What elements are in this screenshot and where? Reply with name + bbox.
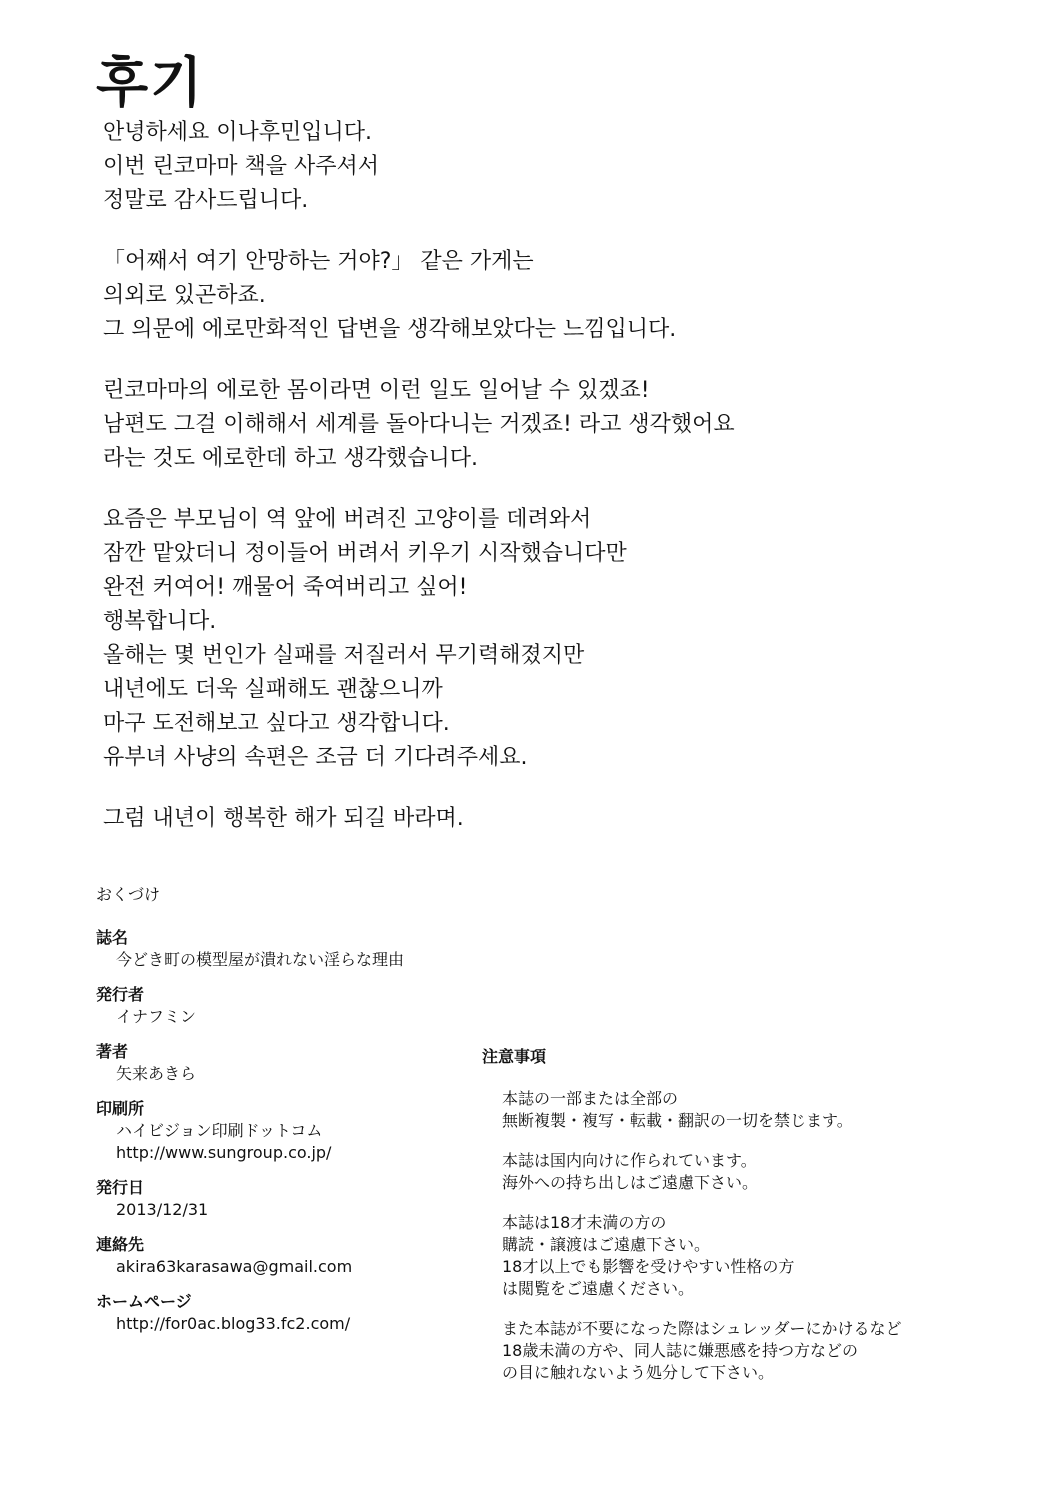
notice-line: 無断複製・複写・転載・翻訳の一切を禁じます。: [502, 1111, 853, 1130]
afterword-line: 내년에도 더욱 실패해도 괜찮으니까: [103, 677, 443, 702]
afterword-paragraph: [103, 802, 1003, 836]
afterword-paragraph: [103, 245, 1003, 347]
afterword-line: 의외로 있곤하죠.: [103, 283, 266, 308]
afterword-line: 그럼 내년이 행복한 해가 되길 바라며.: [103, 806, 464, 831]
afterword-paragraph: [103, 116, 1003, 218]
notice-line: また本誌が不要になった際はシュレッダーにかけるなど: [502, 1319, 902, 1338]
colophon-entry: [96, 1041, 476, 1085]
colophon-label: ホームページ: [96, 1292, 192, 1311]
afterword-body: [103, 116, 1003, 863]
colophon-entry: [96, 927, 476, 971]
afterword-line: 안녕하세요 이나후민입니다.: [103, 120, 373, 145]
afterword-line: 「어째서 여기 안망하는 거야?」 같은 가게는: [103, 249, 534, 274]
colophon-value: ハイビジョン印刷ドットコム: [116, 1121, 323, 1140]
colophon: [96, 884, 476, 1348]
afterword-paragraph: [103, 503, 1003, 775]
colophon-value: 矢来あきら: [116, 1064, 197, 1083]
notice-section: [482, 1046, 1002, 1402]
notice-line: 本誌は18才未満の方の: [502, 1213, 667, 1232]
afterword-line: 이번 린코마마 책을 사주셔서: [103, 154, 380, 179]
colophon-value: http://www.sungroup.co.jp/: [116, 1143, 332, 1162]
colophon-value: akira63karasawa@gmail.com: [116, 1257, 353, 1276]
afterword-line: 남편도 그걸 이해해서 세계를 돌아다니는 거겠죠! 라고 생각했어요: [103, 412, 735, 437]
colophon-entry: [96, 1177, 476, 1221]
colophon-value: 今どき町の模型屋が潰れない淫らな理由: [116, 950, 405, 969]
notice-line: 購読・譲渡はご遠慮下さい。: [502, 1235, 711, 1254]
afterword-line: 마구 도전해보고 싶다고 생각합니다.: [103, 711, 450, 736]
colophon-label: 印刷所: [96, 1099, 145, 1118]
colophon-entry: [96, 984, 476, 1028]
notice-line: 本誌は国内向けに作られています。: [502, 1151, 757, 1170]
afterword-line: 라는 것도 에로한데 하고 생각했습니다.: [103, 446, 478, 471]
notice-line: 18歳未満の方や、同人誌に嫌悪感を持つ方などの: [502, 1341, 859, 1360]
afterword-line: 린코마마의 에로한 몸이라면 이런 일도 일어날 수 있겠죠!: [103, 378, 650, 403]
colophon-value: 2013/12/31: [116, 1200, 209, 1219]
colophon-entry: [96, 1098, 476, 1164]
notice-blocks: [482, 1088, 1002, 1384]
colophon-label: 発行者: [96, 985, 145, 1004]
afterword-line: 행복합니다.: [103, 609, 217, 634]
colophon-value: イナフミン: [116, 1007, 197, 1026]
colophon-label: 著者: [96, 1042, 129, 1061]
colophon-entry: [96, 1291, 476, 1335]
afterword-line: 정말로 감사드립니다.: [103, 188, 309, 213]
afterword-line: 잠깐 맡았더니 정이들어 버려서 키우기 시작했습니다만: [103, 541, 627, 566]
afterword-line: 올해는 몇 번인가 실패를 저질러서 무기력해졌지만: [103, 643, 585, 668]
notice-title: 注意事項: [482, 1047, 547, 1066]
colophon-entry: [96, 1234, 476, 1278]
colophon-label: 連絡先: [96, 1235, 145, 1254]
notice-line: の目に触れないよう処分して下さい。: [502, 1363, 775, 1382]
notice-line: 18才以上でも影響を受けやすい性格の方: [502, 1257, 795, 1276]
notice-line: は閲覧をご遠慮ください。: [502, 1279, 695, 1298]
afterword-line: 그 의문에 에로만화적인 답변을 생각해보았다는 느낌입니다.: [103, 317, 677, 342]
afterword-title: 후기: [96, 51, 205, 114]
notice-line: 本誌の一部または全部の: [502, 1089, 679, 1108]
notice-block: [482, 1318, 1002, 1384]
afterword-line: 요즘은 부모님이 역 앞에 버려진 고양이를 데려와서: [103, 507, 592, 532]
notice-block: [482, 1088, 1002, 1132]
colophon-entries: [96, 927, 476, 1335]
colophon-label: 誌名: [96, 928, 129, 947]
colophon-label: 発行日: [96, 1178, 145, 1197]
afterword-paragraph: [103, 374, 1003, 476]
colophon-value: http://for0ac.blog33.fc2.com/: [116, 1314, 351, 1333]
afterword-line: 완전 커여어! 깨물어 죽여버리고 싶어!: [103, 575, 468, 600]
notice-line: 海外への持ち出しはご遠慮下さい。: [502, 1173, 759, 1192]
colophon-title: おくづけ: [96, 885, 161, 904]
notice-block: [482, 1150, 1002, 1194]
notice-block: [482, 1212, 1002, 1300]
afterword-line: 유부녀 사냥의 속편은 조금 더 기다려주세요.: [103, 745, 528, 770]
